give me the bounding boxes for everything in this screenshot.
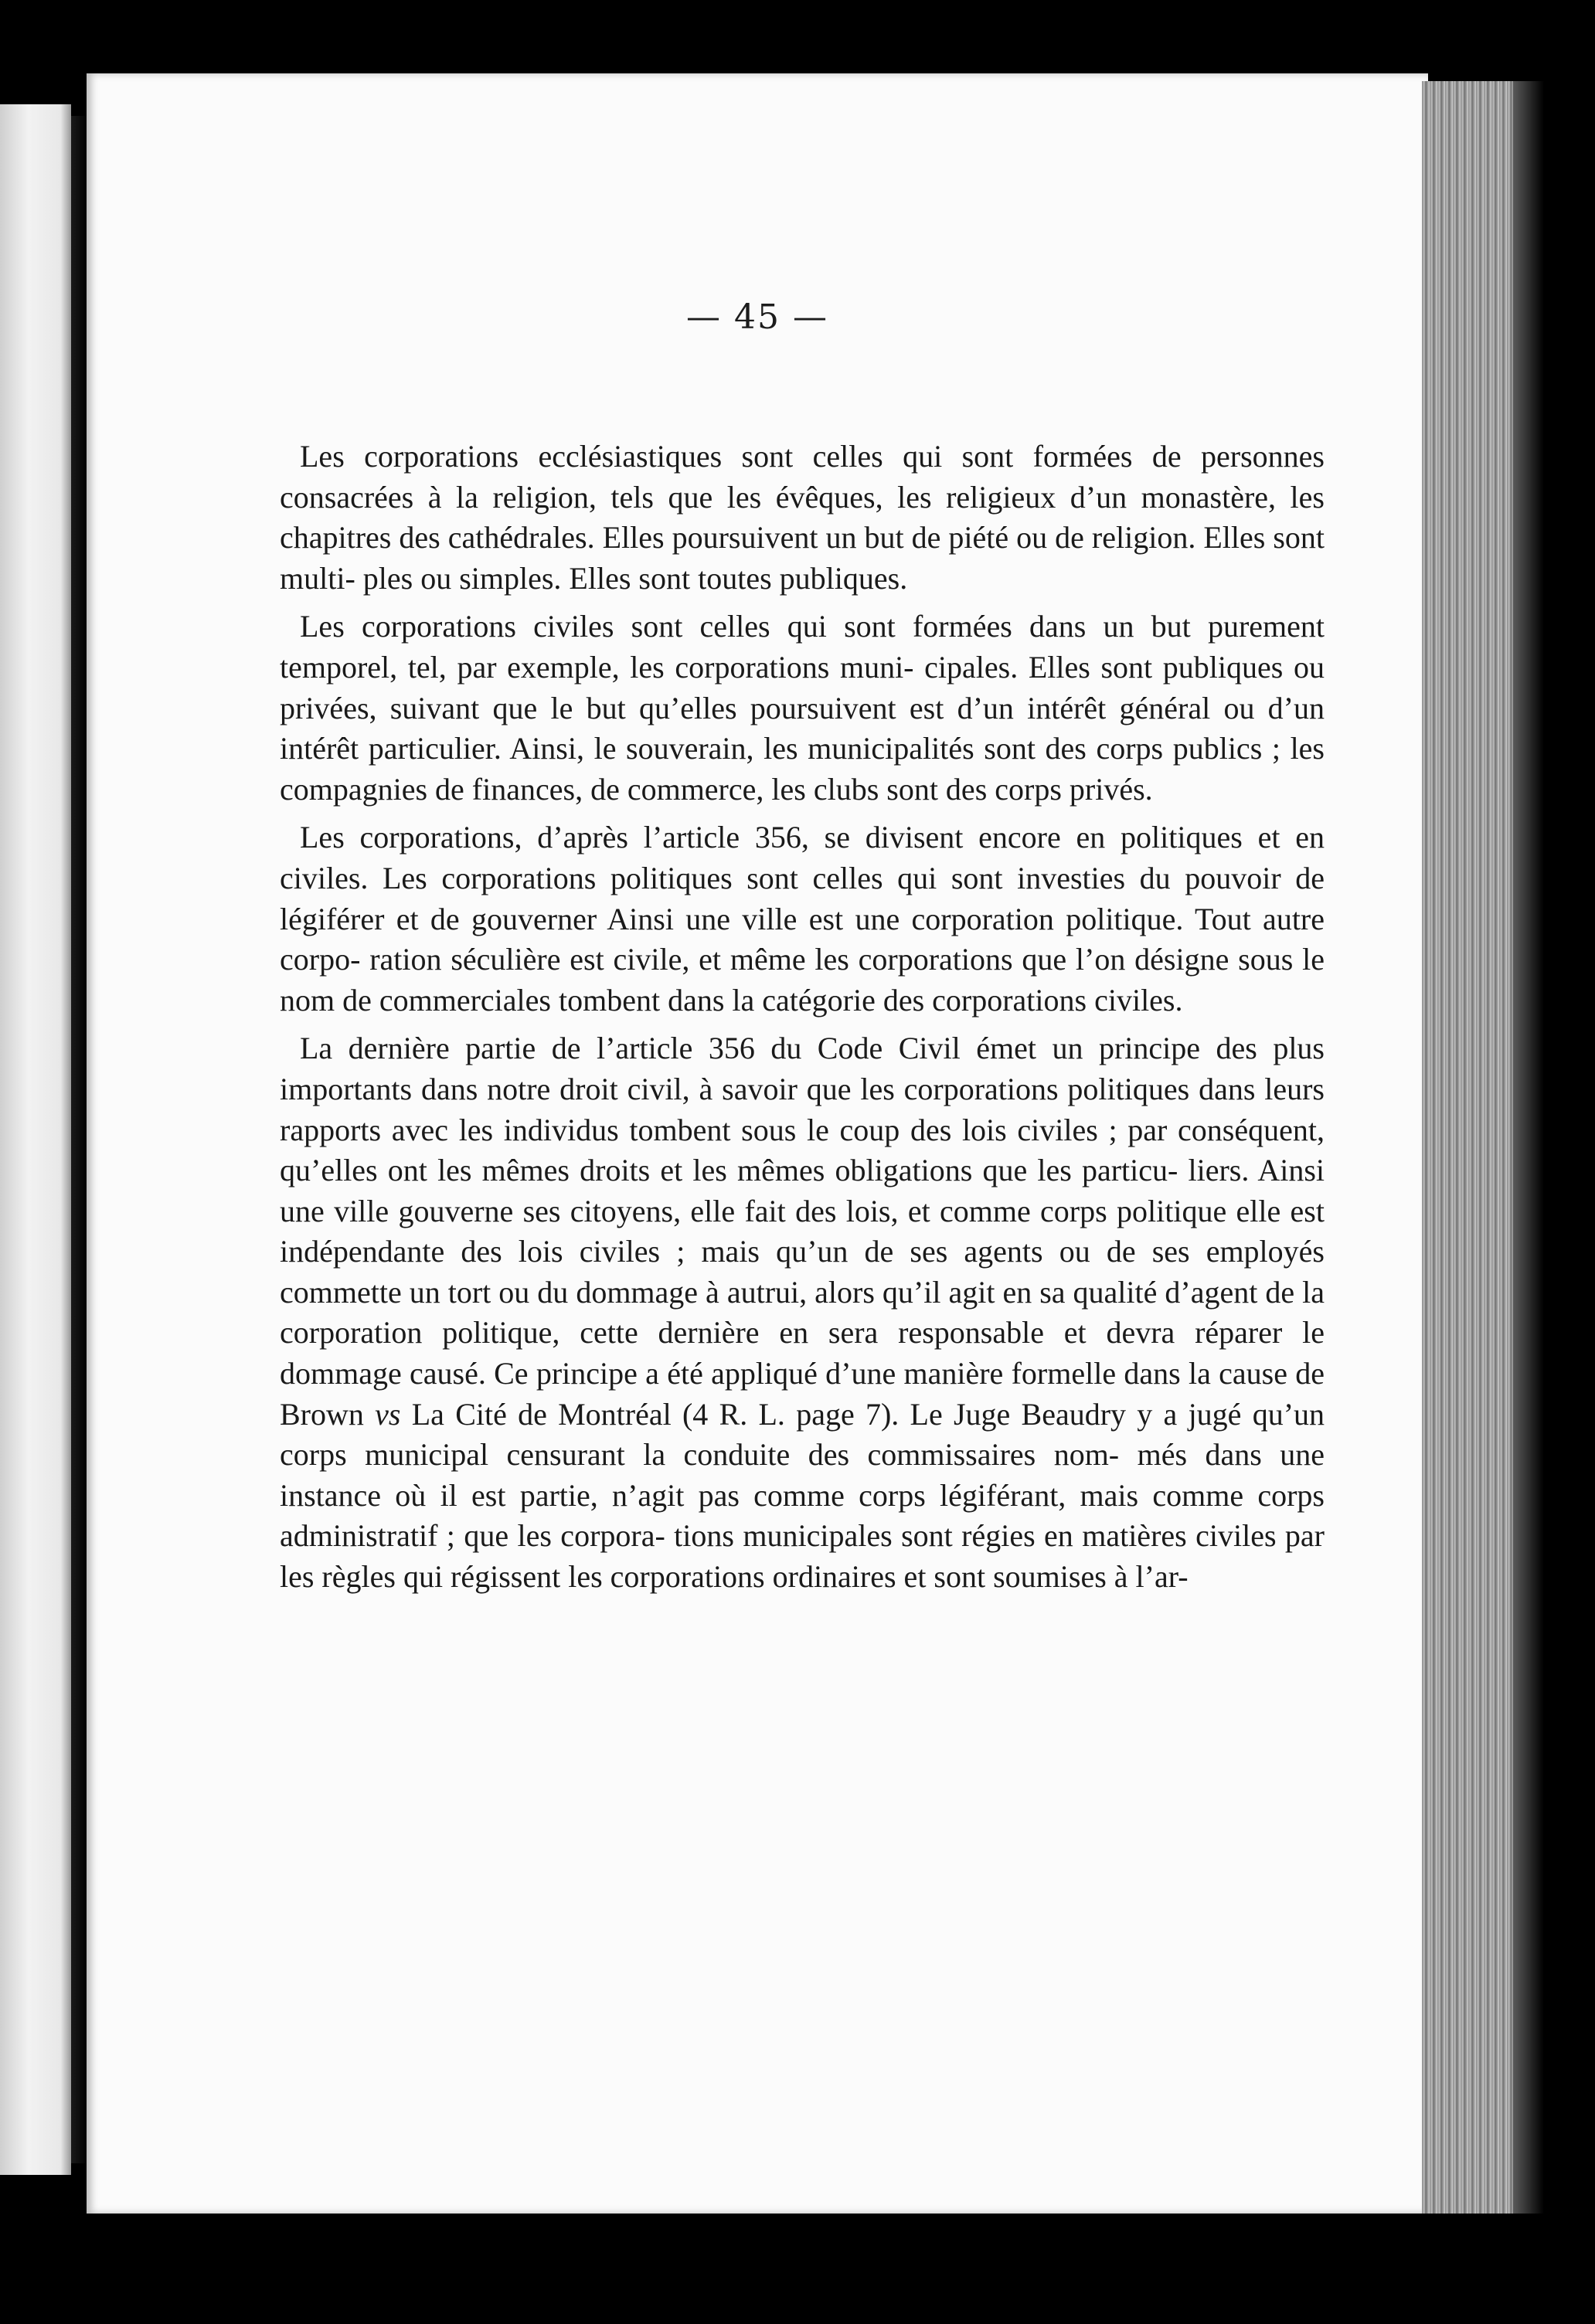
gutter-shadow — [71, 116, 88, 2163]
right-edge-shadow — [1513, 81, 1544, 2214]
right-page-stack-edge — [1422, 81, 1513, 2214]
body-text — [280, 437, 1325, 1605]
paragraph-text-part: La dernière partie de l’article 356 du Code Civil émet un principe des plus importants dans notre droit civil, à savoir que les corporations politiques dans leurs rapports avec les individus tombent sous le coup des lois civiles ; par conséquent, qu’elles ont les mêmes droits et les mêmes obligations que les particu- liers. Ainsi une ville gouverne ses citoyens, elle fait des lois, et comme corps politique elle est indépendante des lois civiles ; mais qu’un de ses agents ou de ses employés commette un tort ou du dommage à autrui, alors qu’il agit en sa qualité d’agent de la corporation politique, cette dernière en sera responsable et devra réparer le dommage causé. Ce principe a été appliqué d’une manière formelle dans la cause de Brown — [280, 1031, 1325, 1432]
book-page — [87, 73, 1428, 2214]
versus-abbreviation: vs — [375, 1396, 401, 1432]
paragraph-ecclesiastical-corporations: Les corporations ecclésiastiques sont celles qui sont formées de personnes consacrées à la religion, tels que les évêques, les religieux d’un monastère, les chapitres des cathédrales. Elles poursuivent un but de piété ou de religion. Elles sont multi- ples ou simples. Elles sont toutes publiques. — [280, 439, 1325, 596]
paragraph-text-part: La Cité de Montréal (4 R. L. page 7). Le Juge Beaudry y a jugé qu’un corps municipal censurant la conduite des commissaires nom- més dans une instance où il est partie, n’agit pas comme corps légiférant, mais comme corps administratif ; que les corpora- tions municipales sont régies en matières civiles par les règles qui régissent les corporations ordinaires et sont soumises à l’ar- — [280, 1396, 1325, 1595]
left-page-edge — [0, 104, 71, 2175]
paragraph-political-corporations: Les corporations, d’après l’article 356, se divisent encore en politiques et en civiles. Les corporations politiques sont celles qui sont investies du pouvoir de légiférer et de gouverner Ainsi une ville est une corporation politique. Tout autre corpo- ration séculière est civile, et même les corporations que l’on désigne sous le nom de commerciales tombent dans la catégorie des corporations civiles. — [280, 820, 1325, 1018]
paragraph-civil-corporations: Les corporations civiles sont celles qui sont formées dans un but purement temporel, tel, par exemple, les corporations muni- cipales. Elles sont publiques ou privées, suivant que le but qu’elles poursuivent est d’un intérêt général ou d’un intérêt particulier. Ainsi, le souverain, les municipalités sont des corps publics ; les compagnies de finances, de commerce, les clubs sont des corps privés. — [280, 609, 1325, 807]
page-number: — 45 — — [686, 297, 828, 337]
paragraph-article-356 — [280, 1028, 1325, 1597]
